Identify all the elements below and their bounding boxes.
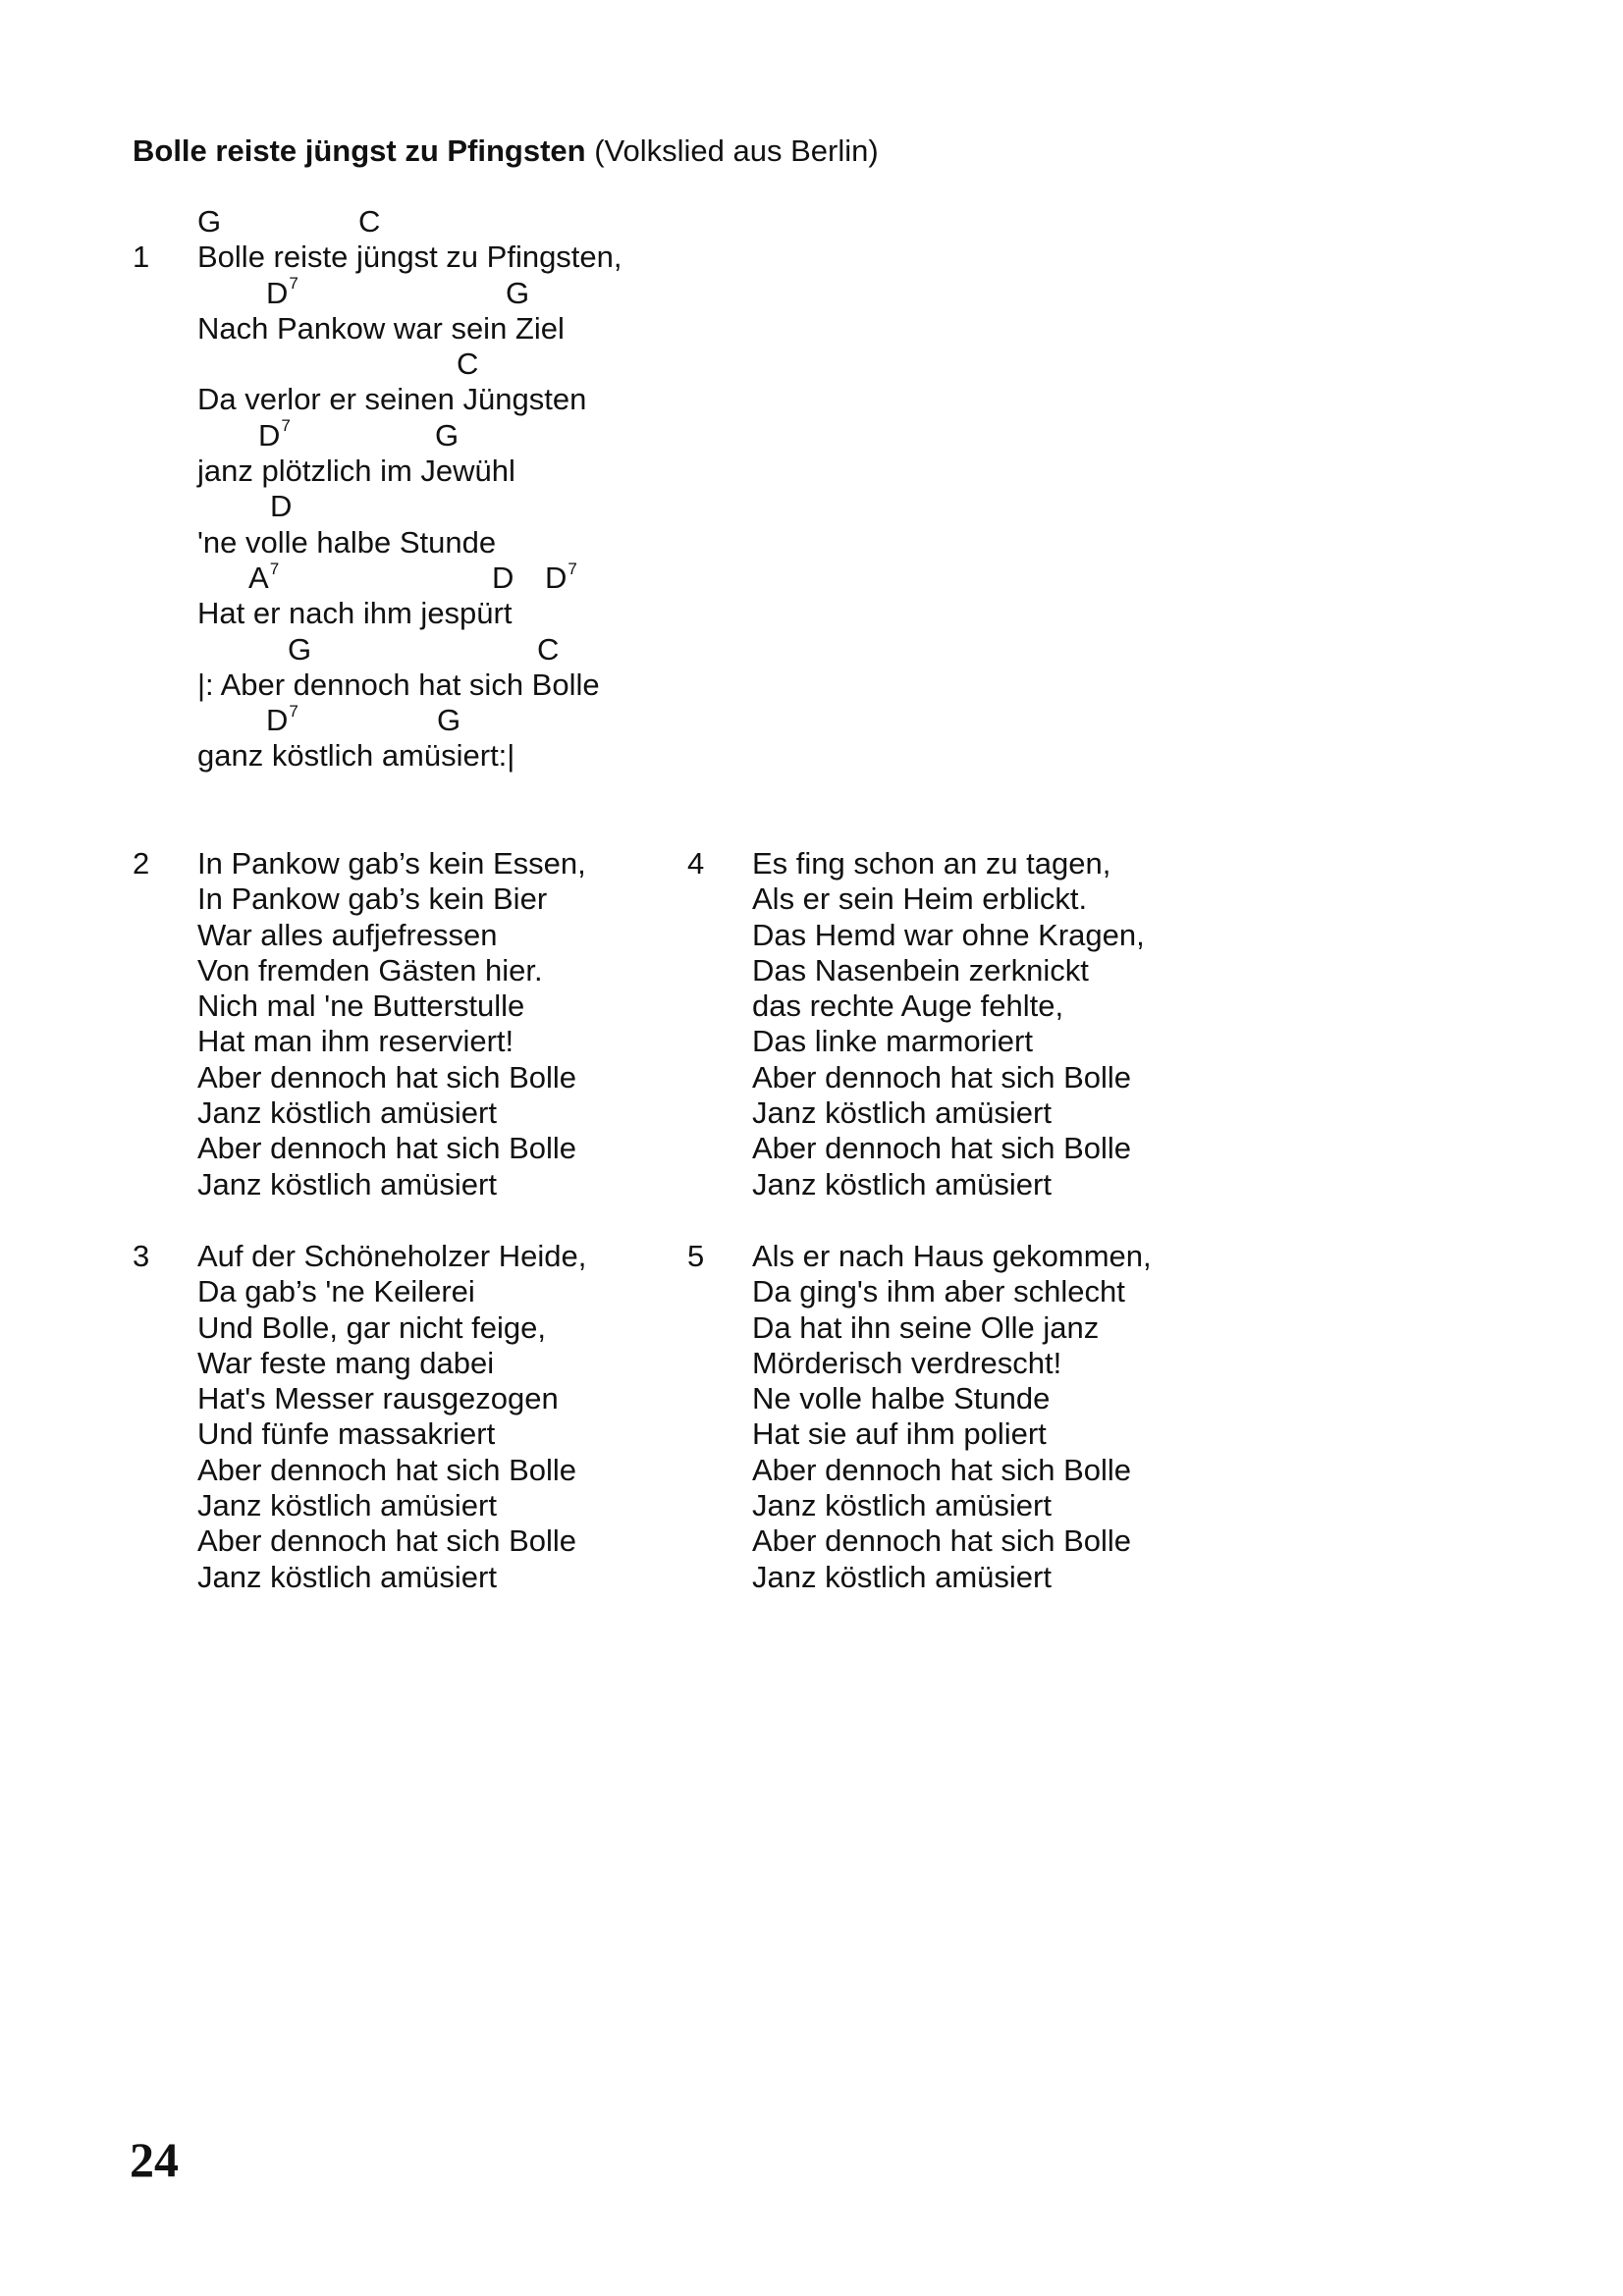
stanza-lines (752, 1239, 1152, 1595)
lyric-line: Janz köstlich amüsiert (197, 1166, 497, 1201)
chord-name: D (266, 703, 289, 738)
lyric-line: Da gab’s 'ne Keilerei (197, 1274, 475, 1309)
page-number: 24 (130, 2132, 179, 2187)
lyric-text: janz plötzlich im Jewühl (197, 454, 515, 489)
chord-symbol (437, 703, 460, 738)
chord-name: C (358, 204, 381, 239)
lyric-line: Janz köstlich amüsiert (752, 1488, 1052, 1523)
lyric-line: Aber dennoch hat sich Bolle (197, 1059, 577, 1095)
chord-symbol (248, 561, 279, 596)
chord-extension: 7 (568, 559, 577, 578)
chord-extension: 7 (289, 701, 298, 721)
chord-name: D (270, 489, 293, 524)
lyric-line: Aber dennoch hat sich Bolle (197, 1131, 577, 1166)
lyric-text: ganz köstlich amüsiert:| (197, 738, 515, 774)
chord-name: D (492, 560, 514, 595)
lyric-text: |: Aber dennoch hat sich Bolle (197, 667, 600, 702)
chord-name: D (266, 275, 289, 310)
lyric-line: Und fünfe massakriert (197, 1416, 496, 1452)
lyric-line: Janz köstlich amüsiert (752, 1095, 1052, 1131)
lyric-line: Aber dennoch hat sich Bolle (752, 1523, 1132, 1559)
lyric-line: In Pankow gab’s kein Bier (197, 881, 548, 917)
lyric-line: Hat's Messer rausgezogen (197, 1381, 559, 1416)
stanza-number: 3 (133, 1239, 150, 1273)
lyric-line: Aber dennoch hat sich Bolle (752, 1059, 1132, 1095)
chord-name: G (506, 275, 530, 310)
lyric-line: Hat sie auf ihm poliert (752, 1416, 1047, 1452)
chord-name: D (258, 417, 281, 453)
lyric-text: Da verlor er seinen Jüngsten (197, 382, 587, 417)
lyric-line: Nich mal 'ne Butterstulle (197, 988, 525, 1024)
lyric-line: Janz köstlich amüsiert (197, 1488, 497, 1523)
lyric-line: In Pankow gab’s kein Essen, (197, 846, 586, 881)
lyric-line: Und Bolle, gar nicht feige, (197, 1309, 546, 1345)
lyric-line: Da hat ihn seine Olle janz (752, 1309, 1100, 1345)
chord-name: A (248, 560, 269, 595)
lyric-line: Ne volle halbe Stunde (752, 1381, 1051, 1416)
lyric-line: Hat man ihm reserviert! (197, 1024, 514, 1059)
chord-symbol (270, 489, 292, 524)
lyric-line: Aber dennoch hat sich Bolle (752, 1452, 1132, 1487)
chord-name: C (457, 347, 479, 382)
lyric-text: Bolle reiste jüngst zu Pfingsten, (197, 240, 622, 275)
lyric-text: Nach Pankow war sein Ziel (197, 310, 565, 346)
lyric-line: Aber dennoch hat sich Bolle (197, 1452, 577, 1487)
chord-symbol (492, 561, 514, 596)
lyric-line: War feste mang dabei (197, 1345, 495, 1380)
chord-extension: 7 (289, 274, 298, 294)
chord-name: D (545, 560, 568, 595)
lyric-text: Hat er nach ihm jespürt (197, 596, 513, 631)
lyric-line: War alles aufjefressen (197, 917, 498, 952)
stanza-number: 2 (133, 846, 150, 881)
chord-symbol (457, 347, 478, 382)
lyric-line: Das linke marmoriert (752, 1024, 1033, 1059)
lyric-line: Janz köstlich amüsiert (752, 1559, 1052, 1594)
lyric-line: Janz köstlich amüsiert (752, 1166, 1052, 1201)
chord-name: G (197, 204, 222, 239)
chord-symbol (266, 703, 298, 738)
lyric-line: Aber dennoch hat sich Bolle (197, 1523, 577, 1559)
chord-extension: 7 (269, 559, 280, 578)
chord-name: C (537, 631, 560, 667)
song-title-main: Bolle reiste jüngst zu Pfingsten (133, 133, 586, 168)
lyric-line: Das Hemd war ohne Kragen, (752, 917, 1145, 952)
lyric-line: Auf der Schöneholzer Heide, (197, 1239, 587, 1273)
lyric-line: Als er sein Heim erblickt. (752, 881, 1088, 917)
chord-symbol (537, 632, 559, 667)
chord-symbol (545, 561, 577, 596)
chord-name: G (288, 631, 312, 667)
lyric-text: 'ne volle halbe Stunde (197, 524, 497, 560)
chord-name: G (435, 417, 460, 453)
stanza-number: 1 (133, 240, 150, 275)
lyric-line: Da ging's ihm aber schlecht (752, 1274, 1125, 1309)
song-title-subtitle: (Volkslied aus Berlin) (594, 133, 879, 168)
lyric-line: Von fremden Gästen hier. (197, 952, 543, 988)
chord-symbol (288, 632, 311, 667)
chord-symbol (435, 418, 459, 454)
stanza-number: 4 (687, 846, 705, 881)
chord-name: G (437, 703, 461, 738)
lyric-line: Das Nasenbein zerknickt (752, 952, 1089, 988)
lyric-line: Janz köstlich amüsiert (197, 1559, 497, 1594)
chord-symbol (358, 204, 380, 240)
lyric-line: Als er nach Haus gekommen, (752, 1239, 1152, 1273)
stanza-number: 5 (687, 1239, 705, 1273)
lyric-line: das rechte Auge fehlte, (752, 988, 1064, 1024)
lyric-line: Es fing schon an zu tagen, (752, 846, 1111, 881)
lyric-line: Janz köstlich amüsiert (197, 1095, 497, 1131)
stanza-lines (197, 1239, 586, 1595)
song-title (133, 133, 879, 169)
chord-symbol (506, 276, 529, 311)
chord-symbol (197, 204, 221, 240)
stanza-lines (197, 846, 586, 1202)
stanza-lines (752, 846, 1145, 1202)
chord-symbol (258, 418, 291, 454)
lyric-line: Mörderisch verdrescht! (752, 1345, 1062, 1380)
lyric-line: Aber dennoch hat sich Bolle (752, 1131, 1132, 1166)
chord-extension: 7 (281, 416, 291, 436)
chord-symbol (266, 276, 298, 311)
